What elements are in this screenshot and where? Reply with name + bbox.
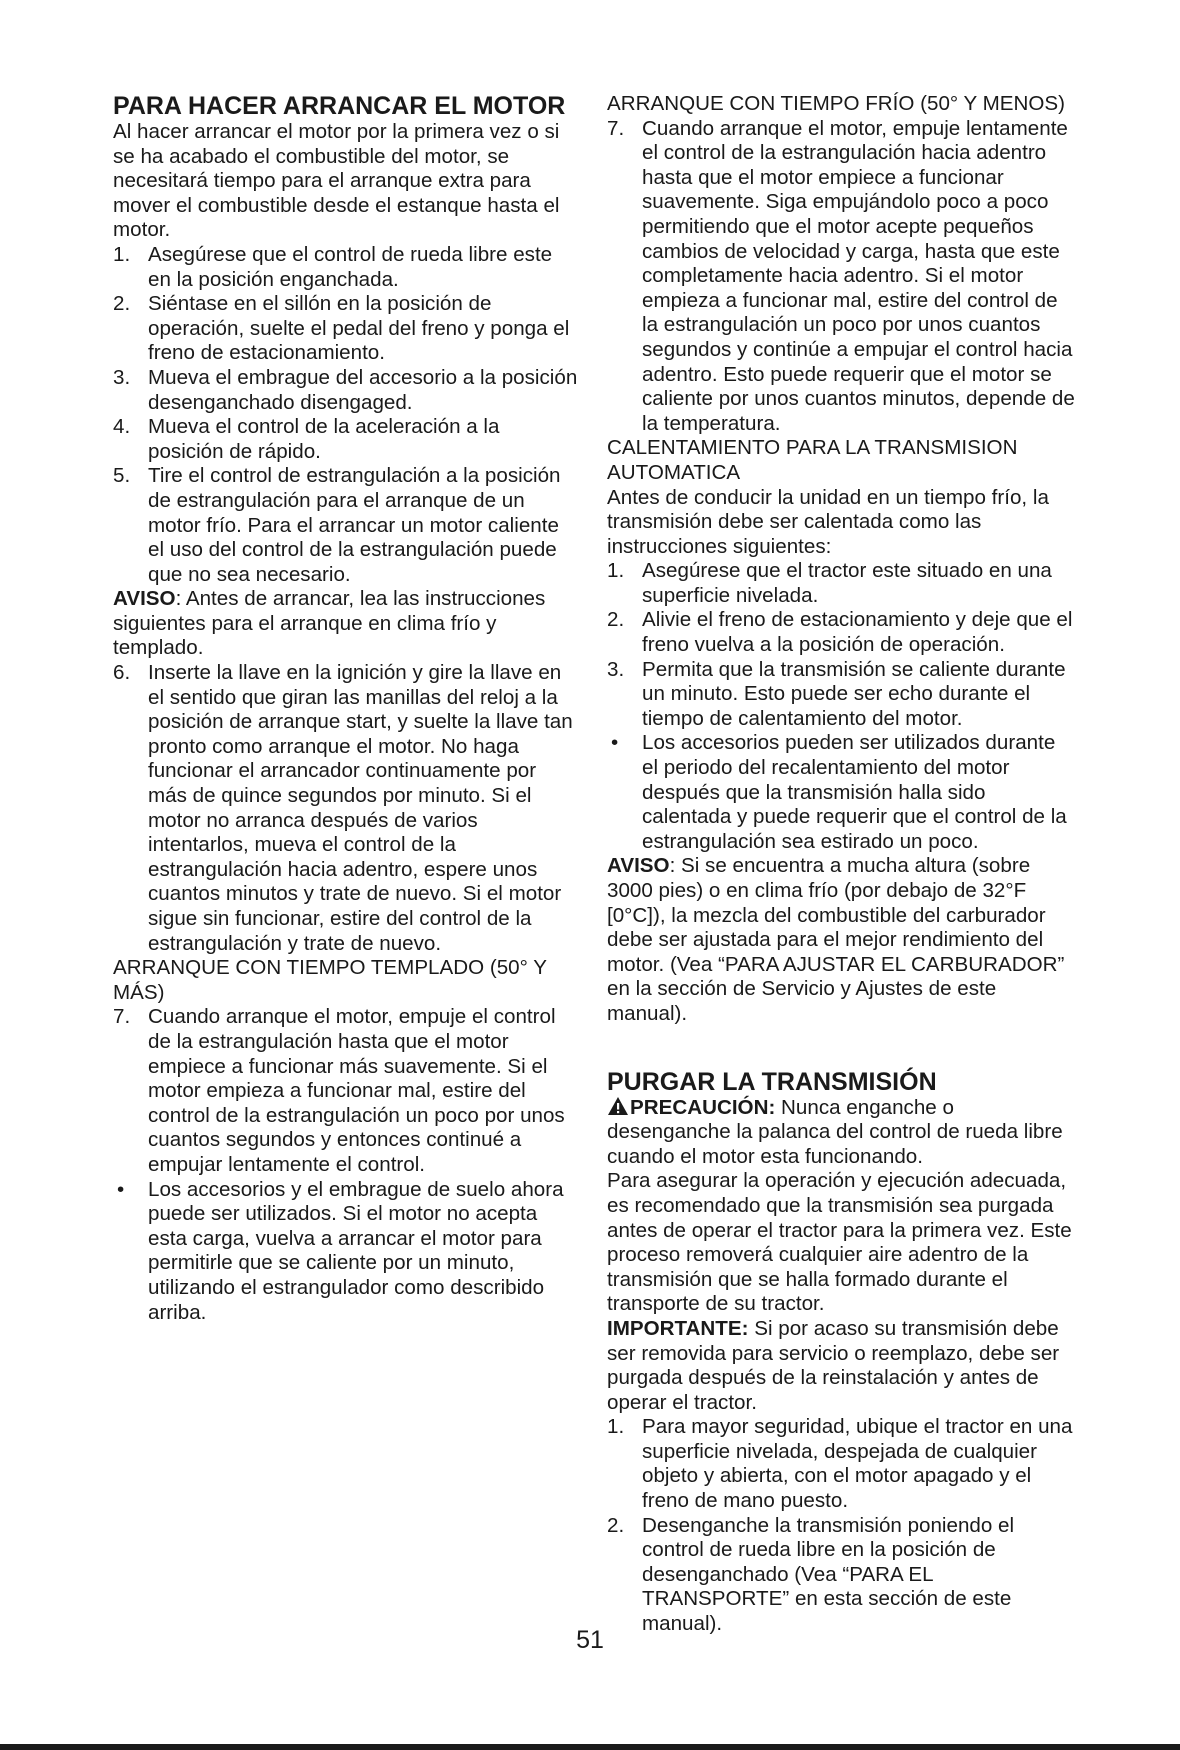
bottom-border (0, 1744, 1180, 1750)
bullet-item: • Los accesorios pueden ser utilizados durante el periodo del recalentamiento del motor después que la transmisión halla sido calentada y puede requerir que el control de la estrangulación sea estirado un poco. (611, 731, 1067, 853)
precaucion-text: Nunca enganche o desenganche la palanca del control de rueda libre cuando el motor esta funcionando. (607, 1095, 1063, 1168)
precaucion-label: PRECAUCIÓN: (630, 1095, 776, 1119)
left-column (113, 92, 578, 1325)
list-item: 3. Mueva el embrague del accesorio a la posición desenganchado disengaged. (113, 365, 578, 414)
right-column (607, 92, 1077, 1637)
subheading-templado: ARRANQUE CON TIEMPO TEMPLADO (50° Y MÁS) (113, 956, 547, 1004)
list-item: 2. Alivie el freno de estacionamiento y deje que el freno vuelva a la posición de operación. (607, 608, 1073, 657)
section-title-purgar: PURGAR LA TRANSMISIÓN (607, 1067, 937, 1096)
page-number: 51 (576, 1626, 604, 1654)
aviso-note (607, 854, 1077, 1026)
list-item: 2. Siéntase en el sillón en la posición de operación, suelte el pedal del freno y ponga el freno de estacionamiento. (113, 292, 570, 365)
list-item: 1. Asegúrese que el control de rueda libre este en la posición enganchada. (113, 242, 553, 291)
intro-paragraph: Al hacer arrancar el motor por la primera vez o si se ha acabado el combustible del motor, se necesitará tiempo para el arranque extra para mover el combustible desde el estanque hasta el motor. (113, 120, 560, 242)
list-item: 3. Permita que la transmisión se caliente durante un minuto. Esto puede ser echo durante el tiempo de calentamiento del motor. (607, 657, 1066, 730)
list-item: 1. Para mayor seguridad, ubique el tractor en una superficie nivelada, despejada de cualquier objeto y abierta, con el motor apagado y el freno de mano puesto. (607, 1415, 1073, 1513)
list-item: 1. Asegúrese que el tractor este situado en una superficie nivelada. (607, 559, 1052, 607)
importante-label: IMPORTANTE: (607, 1316, 749, 1340)
section-title-arrancar: PARA HACER ARRANCAR EL MOTOR (113, 92, 566, 120)
list-item: 7. Cuando arranque el motor, empuje lentamente el control de la estrangulación hacia adentro hasta que el motor empiece a funcionar suavemente. Siga empujándolo poco a poco permitiendo que el motor acepte pequeños cambios de velocidad y carga, hasta que este completamente hacia adentro. Si el motor empieza a funcionar mal, estire del control de la estrangulación un poco por unos cuantos segundos y continúe a empujar el control hacia adentro. Esto puede requerir que el motor se caliente por unos cuantos minutos, depende de la temperatura. (607, 116, 1075, 435)
aviso-note (113, 587, 578, 661)
aviso-text: : Si se encuentra a mucha altura (sobre 3000 pies) o en clima frío (por debajo de 32°F [0°C]), la mezcla del combustible del carburador debe ser ajustada para el mejor rendimiento del motor. (Vea “PARA AJUSTAR EL CARBURADOR” en la sección de Servicio y Ajustes de este manual). (607, 854, 1065, 1025)
list-item: 7. Cuando arranque el motor, empuje el control de la estrangulación hasta que el motor empiece a funcionar más suavemente. Si el motor empieza a funcionar mal, estire del control de la estrangulación un poco por unos cuantos segundos y entonces continué a empujar lentamente el control. (113, 1005, 565, 1176)
aviso-text: : Antes de arrancar, lea las instrucciones siguientes para el arranque en clima frío y templado. (113, 587, 546, 660)
aviso-label: AVISO (113, 587, 176, 611)
calentamiento-intro: Antes de conducir la unidad en un tiempo frío, la transmisión debe ser calentada como las instrucciones siguientes: (607, 485, 1049, 558)
purgar-paragraph: Para asegurar la operación y ejecución adecuada, es recomendado que la transmisión sea purgada antes de operar el tractor para la primera vez. Este proceso removerá cualquier aire adentro de la transmisión que se halla formado durante el transporte de su tractor. (607, 1169, 1072, 1316)
bullet-item: • Los accesorios y el embrague de suelo ahora puede ser utilizados. Si el motor no acepta esta carga, vuelva a arrancar el motor para permitirle que se caliente por un minuto, utilizando el estrangulador como describido arriba. (117, 1177, 564, 1324)
importante-text: Si por acaso su transmisión debe ser removida para servicio o reemplazo, debe ser purgada después de la reinstalación y antes de operar el tractor. (607, 1316, 1060, 1414)
list-item: 4. Mueva el control de la aceleración a la posición de rápido. (113, 415, 500, 463)
importante-note (607, 1317, 1077, 1415)
subheading-calentamiento: CALENTAMIENTO PARA LA TRANSMISION AUTOMATICA (607, 436, 1018, 484)
list-item: 2. Desenganche la transmisión poniendo el control de rueda libre en la posición de desenganchado (Vea “PARA EL TRANSPORTE” en esta sección de este manual). (607, 1513, 1015, 1636)
list-item: 5. Tire el control de estrangulación a la posición de estrangulación para el arranque de un motor frío. Para el arrancar un motor caliente el uso del control de la estrangulación puede que no sea necesario. (113, 464, 561, 586)
subheading-frio: ARRANQUE CON TIEMPO FRÍO (50° Y MENOS) (607, 92, 1065, 115)
warning-triangle-icon (607, 1096, 629, 1116)
precaucion-note (607, 1096, 1077, 1170)
aviso-label: AVISO (607, 854, 670, 878)
list-item: 6. Inserte la llave en la ignición y gire la llave en el sentido que giran las manillas del reloj a la posición de arranque start, y suelte la llave tan pronto como arranque el motor. No haga funcionar el arrancador continuamente por más de quince segundos por minuto. Si el motor no arranca después de varios intentarlos, mueva el control de la estrangulación hacia adentro, espere unos cuantos minutos y trate de nuevo. Si el motor sigue sin funcionar, estire del control de la estrangulación y trate de nuevo. (113, 661, 573, 955)
